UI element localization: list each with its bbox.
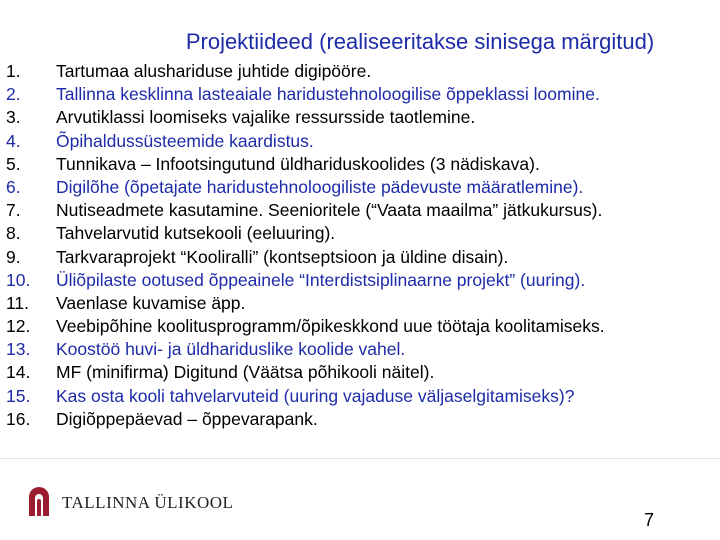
list-item-text: Digiõppepäevad – õppevarapank. [56,408,318,429]
list-item-number: 4. [6,130,21,151]
list-item-text: Koostöö huvi- ja üldhariduslike koolide vahel. [56,339,406,360]
footer-divider [0,458,720,459]
list-item-text: Tarkvaraprojekt “Kooliralli” (kontseptsioon ja üldine disain). [56,246,509,267]
list-item-text: Veebipõhine koolitusprogramm/õpikeskkond uue töötaja koolitamiseks. [56,316,605,337]
list-item-text: Vaenlase kuvamise äpp. [56,292,246,313]
list-item-text: Digilõhe (õpetajate haridustehnoloogiliste pädevuste määratlemine). [56,176,584,197]
slide-title: Projektiideed (realiseeritakse sinisega märgitud) [185,29,655,54]
list-item-number: 2. [6,84,21,105]
list-item-number: 14. [6,362,31,383]
list-item-text: MF (minifirma) Digitund (Väätsa põhikooli näitel). [56,362,435,383]
list-item-text: Arvutiklassi loomiseks vajalike ressursside taotlemine. [56,107,476,128]
list-item-number: 10. [6,269,31,290]
list-item-number: 6. [6,176,21,197]
list-item-number: 1. [6,61,21,81]
list-item-number: 7. [6,200,21,221]
list-item-text: Nutiseadmete kasutamine. Seenioritele (“Vaata maailma” jätkukursus). [56,200,603,221]
list-item-text: Tartumaa alushariduse juhtide digipööre. [56,61,372,81]
list-item-number: 3. [6,107,21,128]
list-item-number: 16. [6,408,31,429]
list-item-number: 9. [6,246,21,267]
list-item-text: Üliõpilaste ootused õppeainele “Interdistsiplinaarne projekt” (uuring). [56,269,586,290]
list-item-number: 12. [6,316,31,337]
list-item-text: Kas osta kooli tahvelarvuteid (uuring vajaduse väljaselgitamiseks)? [56,385,575,406]
list-item-number: 11. [6,292,30,313]
tallinn-university-arch-icon [24,482,54,518]
list-item-number: 5. [6,153,21,174]
list-item-text: Tunnikava – Infootsingutund üldhariduskoolides (3 nädiskava). [56,153,540,174]
list-item-text: Tahvelarvutid kutsekooli (eeluuring). [56,223,336,244]
list-item-number: 13. [6,339,31,360]
list-item-text: Õpihaldussüsteemide kaardistus. [56,130,314,151]
list-item-number: 8. [6,223,21,244]
list-item-number: 15. [6,385,31,406]
page-number: 7 [644,510,655,530]
list-item-text: Tallinna kesklinna lasteaiale haridustehnoloogilise õppeklassi loomine. [56,84,600,105]
university-logo-text: TALLINNA ÜLIKOOL [62,493,234,512]
